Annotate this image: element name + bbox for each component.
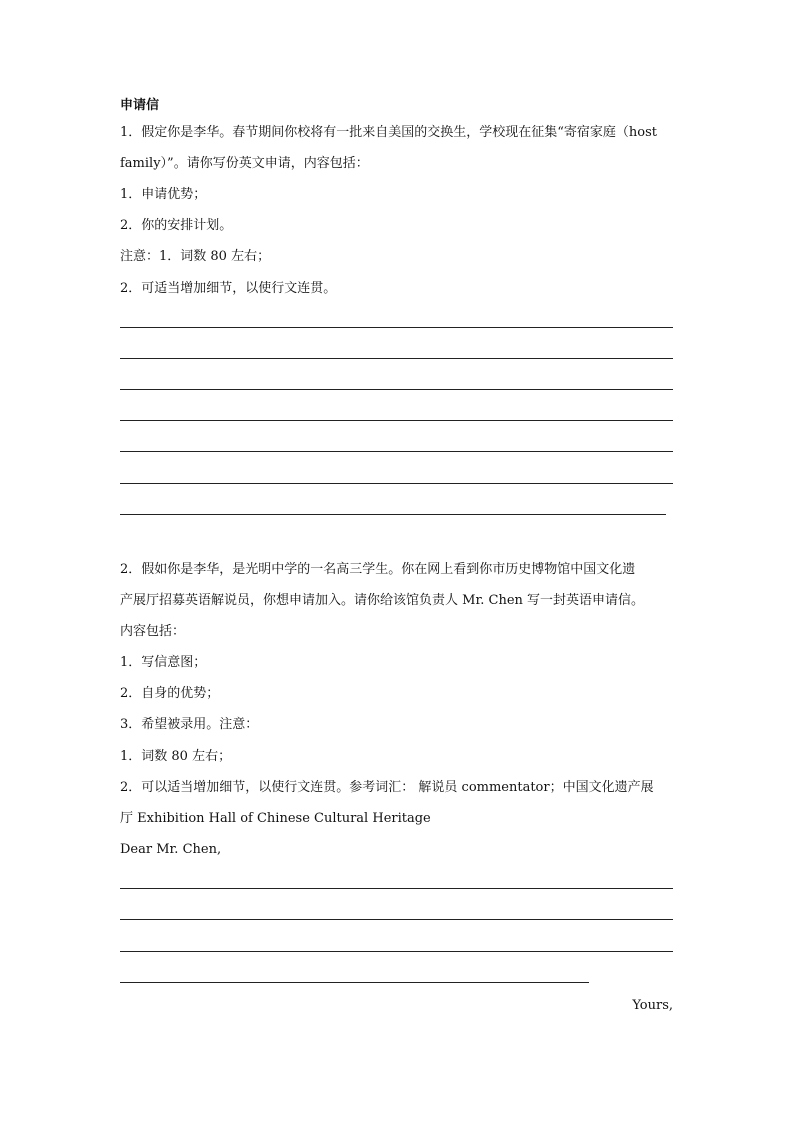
q2-note-2: 2．可以适当增加细节，以使行文连贯。参考词汇： 解说员 commentator；中国文化遗产展: [120, 780, 654, 795]
answer-line: [120, 514, 666, 515]
q2-note-3: 厅 Exhibition Hall of Chinese Cultural Heritage: [120, 811, 431, 826]
letter-closing: Yours,: [632, 998, 673, 1013]
answer-line: [120, 451, 673, 452]
answer-line: [120, 389, 673, 390]
q1-item-1: 1．申请优势；: [120, 187, 207, 202]
q1-item-2: 2．你的安排计划。: [120, 218, 233, 233]
answer-line: [120, 919, 673, 920]
answer-line: [120, 420, 673, 421]
q2-prompt-line-2: 产展厅招募英语解说员，你想申请加入。请你给该馆负责人 Mr. Chen 写一封英语申请信。: [120, 593, 645, 608]
q2-item-3: 3．希望被录用。注意：: [120, 717, 259, 732]
answer-line: [120, 951, 673, 952]
q2-prompt-line-1: 2．假如你是李华，是光明中学的一名高三学生。你在网上看到你市历史博物馆中国文化遗: [120, 562, 636, 577]
answer-line: [120, 888, 673, 889]
q1-note-1: 注意：1．词数 80 左右；: [120, 249, 271, 264]
q2-item-1: 1．写信意图；: [120, 655, 207, 670]
answer-line: [120, 358, 673, 359]
q1-prompt-line-2: family）”。请你写份英文申请，内容包括：: [120, 156, 369, 171]
letter-salutation: Dear Mr. Chen,: [120, 842, 222, 857]
q2-prompt-line-3: 内容包括：: [120, 624, 186, 639]
q1-prompt-line-1: 1．假定你是李华。春节期间你校将有一批来自美国的交换生，学校现在征集“寄宿家庭（host: [120, 125, 658, 140]
answer-line: [120, 483, 673, 484]
answer-line: [120, 327, 673, 328]
q2-note-1: 1．词数 80 左右；: [120, 749, 232, 764]
answer-line: [120, 982, 589, 983]
q1-note-2: 2．可适当增加细节，以使行文连贯。: [120, 281, 337, 296]
q2-item-2: 2．自身的优势；: [120, 686, 220, 701]
section-heading: 申请信: [120, 98, 160, 113]
